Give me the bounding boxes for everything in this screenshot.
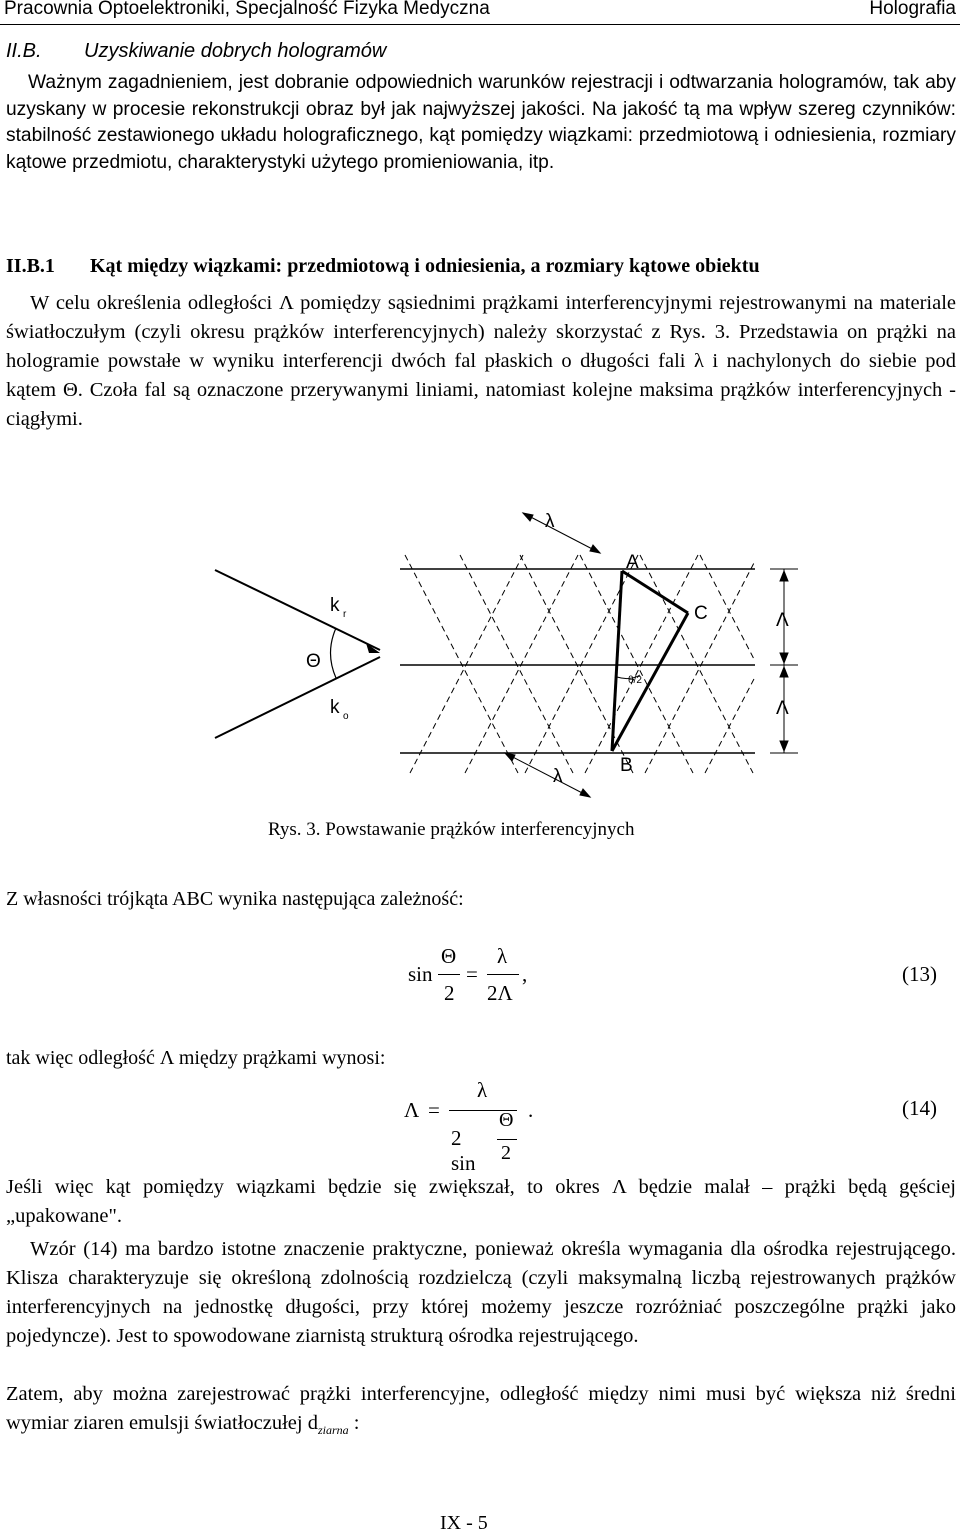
subsection-number: II.B.1: [6, 255, 55, 277]
label-Lambda-2: Λ: [776, 698, 789, 719]
section-title: Uzyskiwanie dobrych hologramów: [84, 40, 387, 62]
Lambda-dimension: [770, 569, 798, 753]
header-right: Holografia: [869, 0, 956, 19]
wavefronts: [405, 555, 755, 773]
beam-vectors: [215, 570, 380, 738]
fringe-lines: [400, 569, 755, 753]
equation-14-number: (14): [902, 1096, 937, 1120]
label-kr: k: [330, 595, 340, 616]
paragraph-fringe-spacing: W celu określenia odległości Λ pomiędzy sąsiednimi prążkami interferencyjnymi rejestrowanymi na materiale światłoczułym (czyli okresu prążków interferencyjnych) należy skorzystać z Rys. 3. Przedstawia on prążki na hologramie powstałe w wyniku interferencji dwóch fal płaskich o długości fali λ i nachylonych do siebie pod kątem Θ. Czoła fal są oznaczone przerywanymi liniami, natomiast kolejne maksima prążków interferencyjnych - ciągłymi.: [6, 292, 956, 430]
page-number: IX - 5: [440, 1512, 488, 1534]
equation-13-number: (13): [902, 962, 937, 986]
theta-arc: [331, 628, 337, 678]
label-lambda-bottom: λ: [553, 766, 563, 787]
paragraph-triangle: Z własności trójkąta ABC wynika następująca zależność:: [6, 888, 464, 910]
lambda-bottom-arrow: [505, 753, 590, 797]
figure-fringes: [0, 495, 960, 815]
paragraph-consequence: Jeśli więc kąt pomiędzy wiązkami będzie się zwiększał, to okres Λ będzie malał – prążki będą gęściej „upakowane".: [6, 1176, 956, 1227]
label-ko: k: [330, 697, 340, 718]
label-half-theta: θ/2: [628, 675, 642, 686]
label-C: C: [694, 603, 708, 624]
label-kr-sub: r: [343, 609, 347, 620]
triangle-abc: [612, 571, 688, 751]
lambda-top-arrow: [523, 513, 600, 553]
paragraph-grain: Zatem, aby można zarejestrować prążki interferencyjne, odległość między nimi musi być większa niż średni wymiar ziaren emulsji światłoczułej $d_{ziarna}$ :: [6, 1383, 956, 1438]
paragraph-resolution: Wzór (14) ma bardzo istotne znaczenie praktyczne, ponieważ określa wymagania dla ośrodka rejestrującego. Klisza charakteryzuje się określoną zdolnością rozdzielczą (czyli maksymalną liczbą rejestrowanych prążków interferencyjnych na jednostkę długości, przy której możemy jeszcze rozróżniać poszczególne prążki jako pojedyncze). Jest to spowodowane ziarnistą strukturą ośrodka rejestrującego.: [6, 1238, 956, 1347]
label-Lambda-1: Λ: [776, 610, 789, 631]
header-rule: [0, 24, 960, 25]
label-theta: Θ: [306, 651, 321, 672]
section-number: II.B.: [6, 40, 42, 62]
label-ko-sub: o: [343, 711, 349, 722]
figure-caption: Rys. 3. Powstawanie prążków interferencyjnych: [268, 819, 635, 840]
label-lambda-top: λ: [545, 511, 555, 532]
paragraph-spacing-intro: tak więc odległość Λ między prążkami wynosi:: [6, 1047, 386, 1069]
intro-paragraph: Ważnym zagadnieniem, jest dobranie odpowiednich warunków rejestracji i odtwarzania hologramów, tak aby uzyskany w procesie rekonstrukcji obraz był jak najwyższej jakości. Na jakość tą ma wpływ szereg czynników: stabilność zestawionego układu holograficznego, kąt pomiędzy wiązkami: przedmiotową i odniesienia, rozmiary kątowe przedmiotu, charakterystyki użytego promieniowania, itp.: [6, 72, 956, 173]
header-left: Pracownia Optoelektroniki, Specjalność Fizyka Medyczna: [4, 0, 490, 19]
label-A: A: [626, 552, 639, 573]
label-B: B: [620, 755, 633, 776]
subsection-title: Kąt między wiązkami: przedmiotową i odniesienia, a rozmiary kątowe obiektu: [90, 255, 760, 277]
